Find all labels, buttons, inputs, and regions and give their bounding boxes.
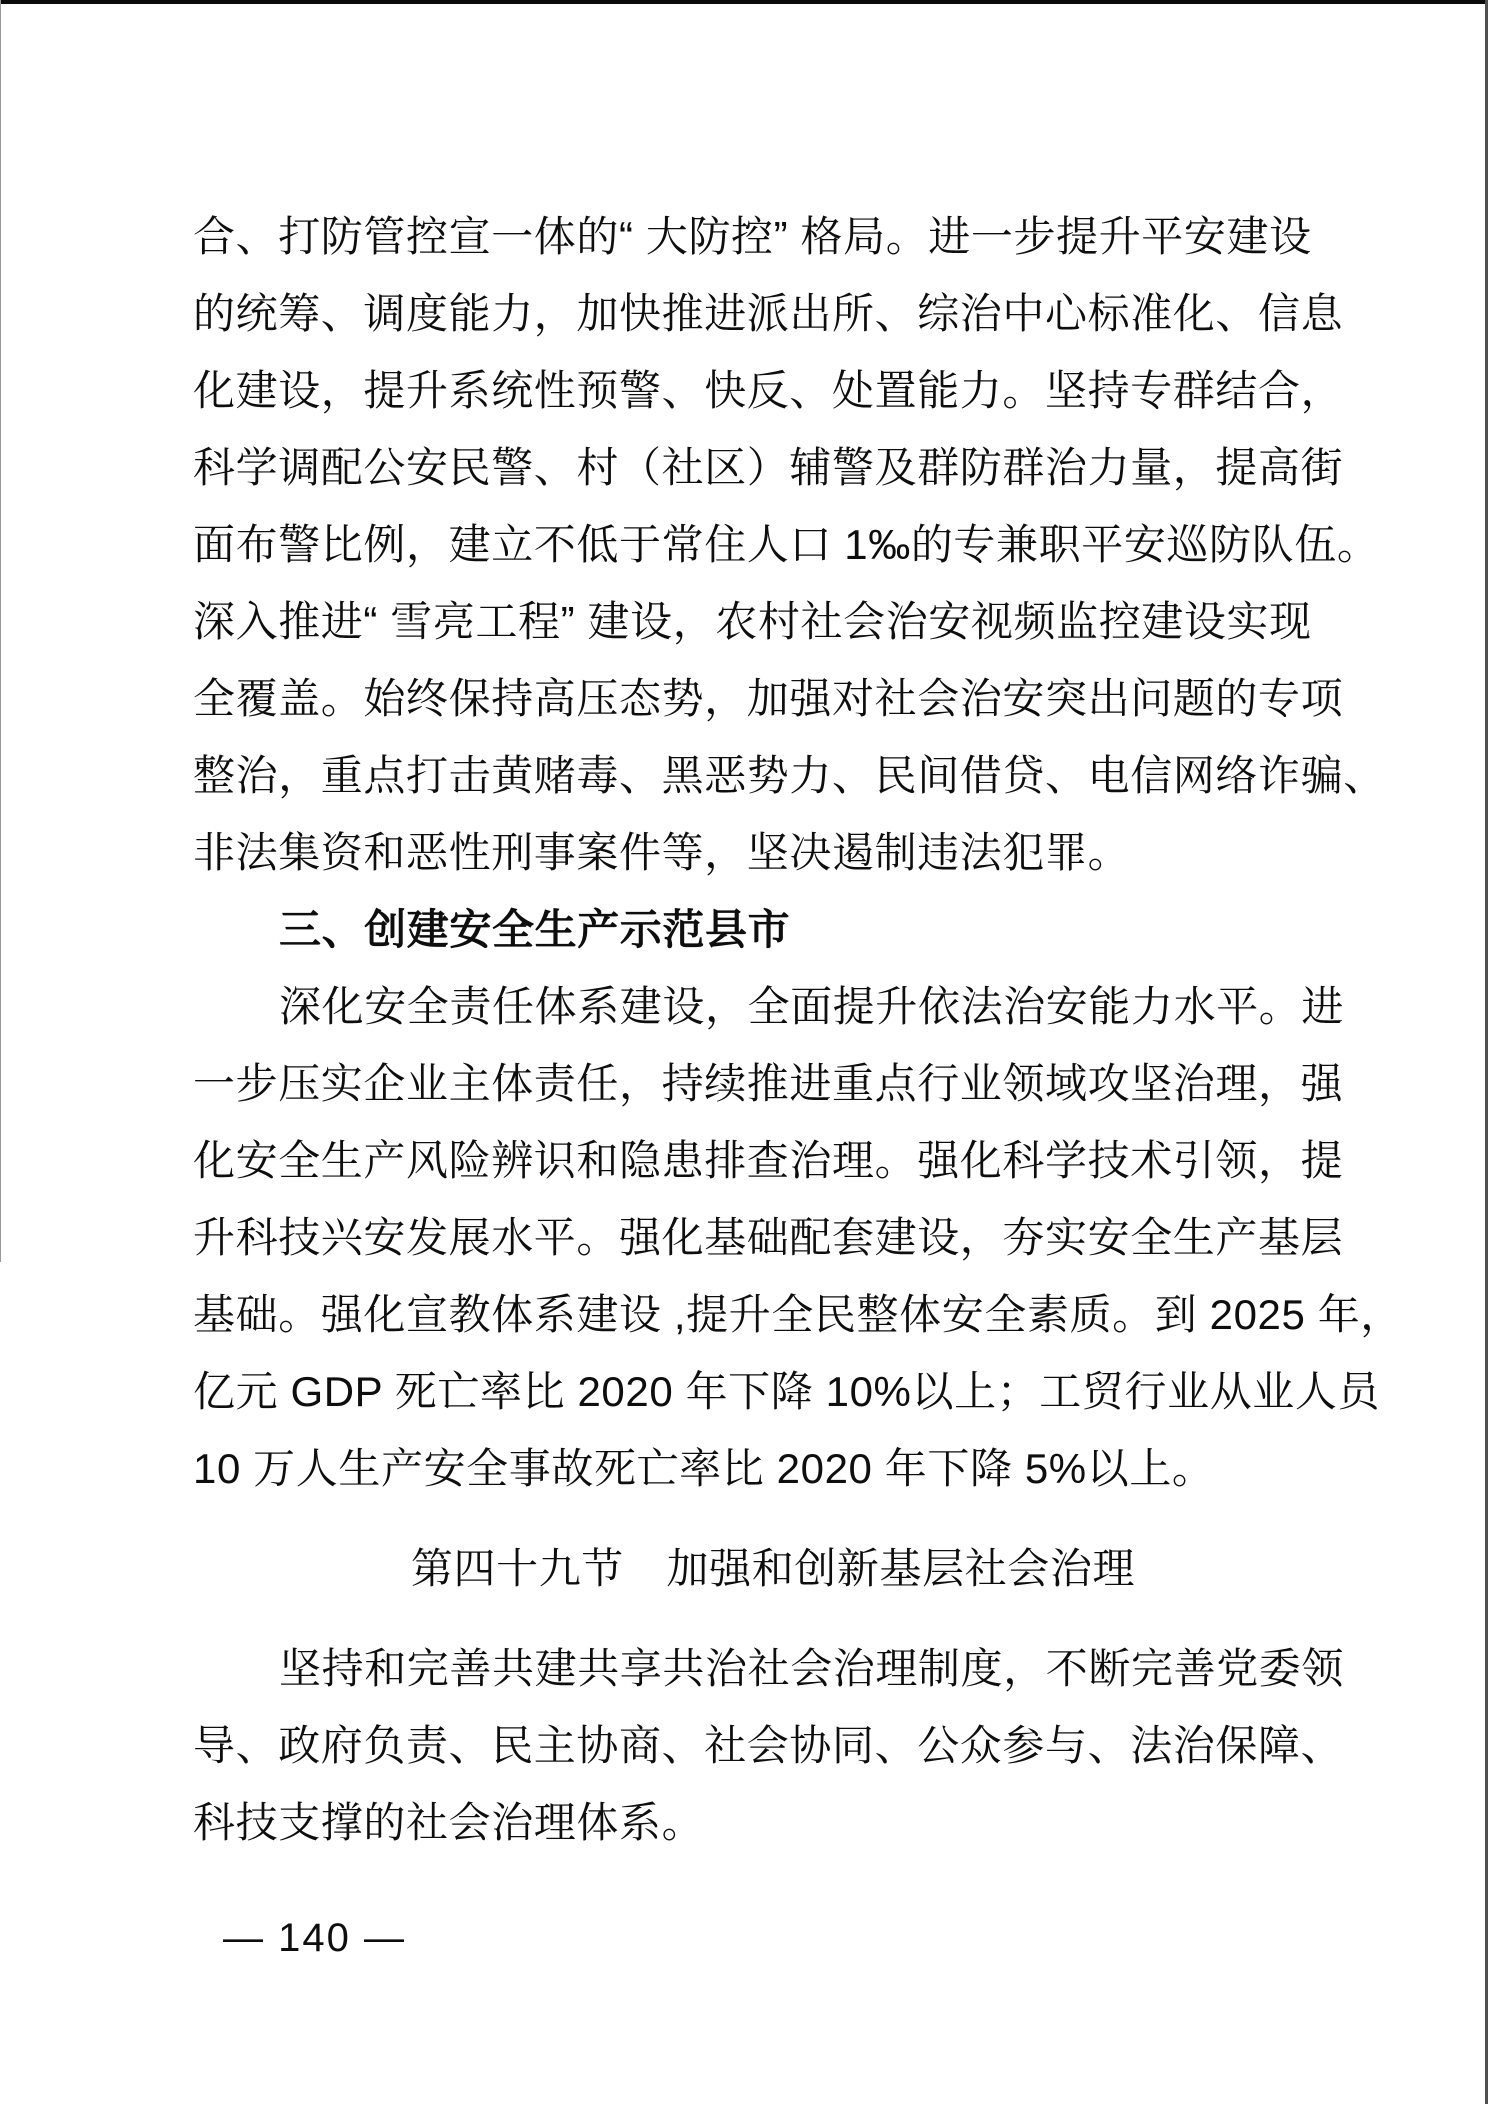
body-line: 合、打防管控宣一体的“ 大防控” 格局。进一步提升平安建设: [193, 213, 1312, 260]
body-line: 亿元 GDP 死亡率比 2020 年下降 10%以上；工贸行业从业人员: [193, 1368, 1381, 1415]
subheading-three: 三、创建安全生产示范县市: [279, 906, 791, 953]
body-line: 化安全生产风险辨识和隐患排查治理。强化科学技术引领，提: [193, 1137, 1344, 1184]
body-line: 坚持和完善共建共享共治社会治理制度，不断完善党委领: [279, 1645, 1345, 1692]
body-line: 一步压实企业主体责任，持续推进重点行业领域攻坚治理，强: [193, 1060, 1344, 1107]
body-line: 深入推进“ 雪亮工程” 建设，农村社会治安视频监控建设实现: [193, 598, 1312, 645]
scan-border-top: [0, 0, 1488, 4]
section-heading: 第四十九节 加强和创新基层社会治理: [410, 1545, 1136, 1592]
body-line: 整治，重点打击黄赌毒、黑恶势力、民间借贷、电信网络诈骗、: [193, 752, 1386, 799]
body-line: 化建设，提升系统性预警、快反、处置能力。坚持专群结合，: [193, 367, 1344, 414]
body-line: 10 万人生产安全事故死亡率比 2020 年下降 5%以上。: [193, 1445, 1215, 1492]
body-line: 导、政府负责、民主协商、社会协同、公众参与、法治保障、: [193, 1722, 1344, 1769]
body-line: 全覆盖。始终保持高压态势，加强对社会治安突出问题的专项: [193, 675, 1344, 722]
body-line: 深化安全责任体系建设，全面提升依法治安能力水平。进: [279, 983, 1345, 1030]
page-number: — 140 —: [223, 1916, 406, 1960]
body-line: 基础。强化宣教体系建设 ,提升全民整体安全素质。到 2025 年，: [193, 1291, 1403, 1338]
body-line: 科技支撑的社会治理体系。: [193, 1799, 705, 1846]
scan-border-left: [0, 0, 1, 1262]
body-line: 升科技兴安发展水平。强化基础配套建设，夯实安全生产基层: [193, 1214, 1344, 1261]
body-line: 非法集资和恶性刑事案件等，坚决遏制违法犯罪。: [193, 829, 1131, 876]
body-line: 面布警比例，建立不低于常住人口 1‰的专兼职平安巡防队伍。: [193, 521, 1380, 568]
body-line: 科学调配公安民警、村（社区）辅警及群防群治力量，提高街: [193, 444, 1344, 491]
body-line: 的统筹、调度能力，加快推进派出所、综治中心标准化、信息: [193, 290, 1344, 337]
